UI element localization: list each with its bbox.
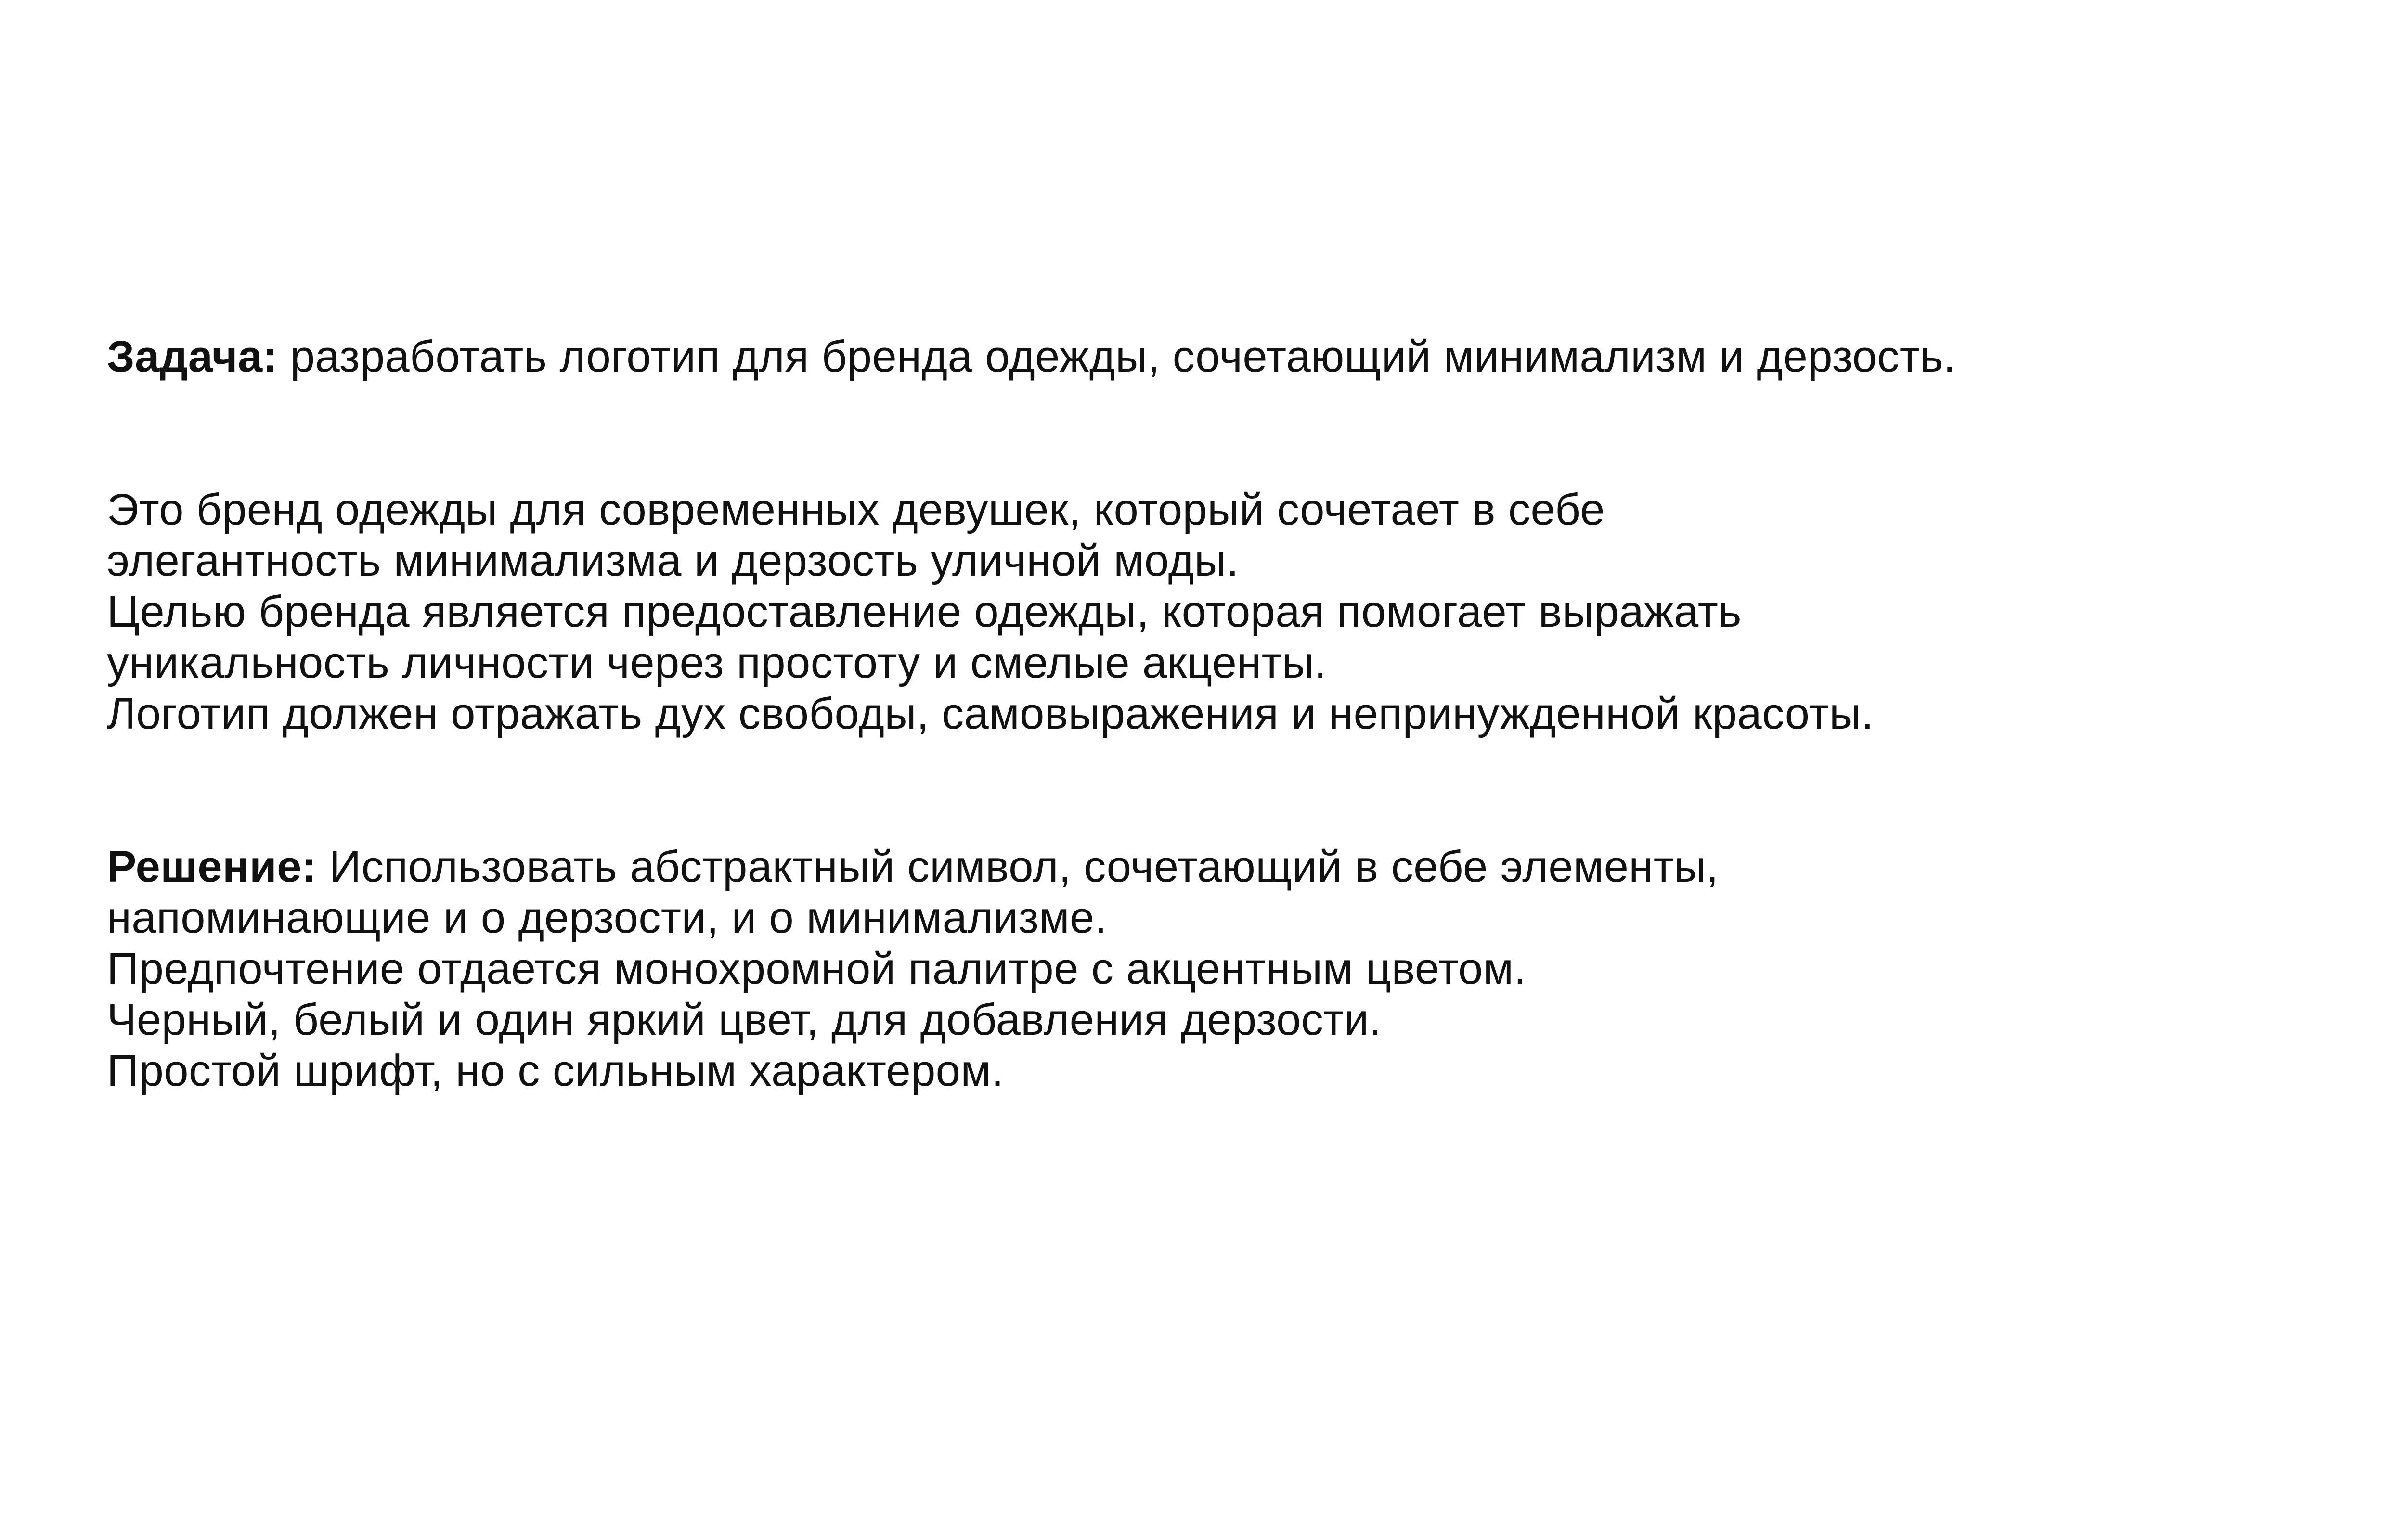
- solution-line: Предпочтение отдается монохромной палитре с акцентным цветом.: [107, 944, 1527, 993]
- solution-first-line: [107, 841, 2407, 892]
- solution-text: Использовать абстрактный символ, сочетающий в себе элементы,: [317, 842, 1719, 891]
- text-content: [107, 331, 2407, 1096]
- description-line: Целью бренда является предоставление одежды, которая помогает выражать: [107, 587, 1742, 636]
- description-line: уникальность личности через простоту и смелые акценты.: [107, 638, 1327, 687]
- task-label: Задача:: [107, 332, 278, 381]
- task-line: [107, 331, 2407, 382]
- solution-line: Простой шрифт, но с сильным характером.: [107, 1046, 1004, 1095]
- description-line: элегантность минимализма и дерзость уличной моды.: [107, 536, 1239, 585]
- solution-line: Черный, белый и один яркий цвет, для добавления дерзости.: [107, 995, 1382, 1044]
- solution-paragraph: [107, 841, 2407, 1096]
- description-line: Логотип должен отражать дух свободы, самовыражения и непринужденной красоты.: [107, 689, 1874, 738]
- description-paragraph: [107, 484, 2407, 739]
- solution-line: напоминающие и о дерзости, и о минимализме.: [107, 893, 1107, 942]
- solution-label: Решение:: [107, 842, 317, 891]
- description-line: Это бренд одежды для современных девушек, который сочетает в себе: [107, 485, 1605, 534]
- task-text: разработать логотип для бренда одежды, сочетающий минимализм и дерзость.: [277, 332, 1956, 381]
- task-paragraph: [107, 331, 2407, 382]
